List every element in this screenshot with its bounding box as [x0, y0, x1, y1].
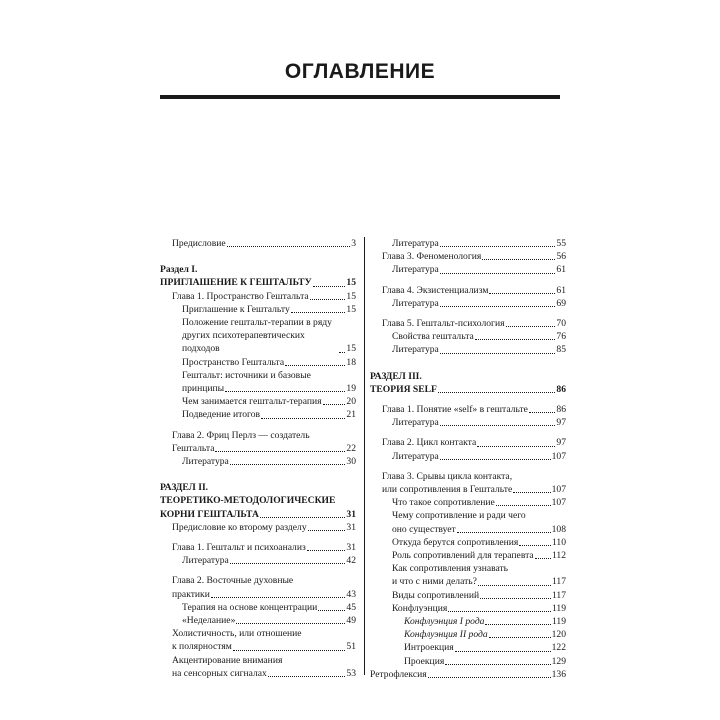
column-divider	[364, 237, 365, 675]
toc-entry: Литература 42	[182, 555, 356, 567]
toc-entry-line: Глава 2. Восточные духовные	[172, 575, 294, 587]
toc-entry: Литература 97	[392, 417, 566, 429]
section-label: Раздел I.	[160, 264, 198, 276]
toc-entry-line: Чему сопротивление и ради чего	[392, 510, 526, 522]
toc-entry: Пространство Гештальта 18	[182, 356, 356, 368]
toc-entry-line: Холистичность, или отношение	[172, 628, 302, 640]
toc-entry: Литература 55	[392, 238, 566, 249]
toc-entry-line: Глава 3. Срывы цикла контакта,	[382, 470, 513, 482]
toc-entry: принципы 19	[182, 383, 356, 395]
toc-entry: Глава 3. Феноменология 56	[382, 251, 566, 263]
toc-entry: Ретрофлексия 136	[370, 668, 566, 680]
section-title: ПРИГЛАШЕНИЕ К ГЕШТАЛЬТУ 15	[160, 277, 356, 289]
section-title: ТЕОРИЯ SELF 86	[370, 383, 566, 395]
toc-entry: Роль сопротивлений для терапевта 112	[392, 550, 566, 562]
toc-entry: Литература 69	[392, 297, 566, 309]
toc-column-left	[160, 237, 356, 680]
toc-entry-line: Как сопротивления узнавать	[392, 563, 509, 575]
toc-entry: Конфлуэнция 119	[392, 602, 566, 614]
section-title: КОРНИ ГЕШТАЛЬТА 31	[160, 508, 356, 520]
section-label: РАЗДЕЛ III.	[370, 370, 422, 382]
toc-entry-line: Гештальт: источники и базовые	[182, 369, 311, 381]
toc-entry: Откуда берутся сопротивления 110	[392, 536, 566, 548]
toc-entry: и что с ними делать? 117	[392, 576, 566, 588]
toc-entry: Глава 1. Пространство Гештальта 15	[172, 290, 356, 302]
toc-entry: Предисловие 3	[172, 238, 356, 249]
page-title: ОГЛАВЛЕНИЕ	[284, 60, 436, 83]
toc-entry: Терапия на основе концентрации 45	[182, 601, 356, 613]
toc-entry: Интроекция 122	[404, 642, 566, 654]
toc-entry: Глава 5. Гештальт-психология 70	[382, 318, 566, 330]
toc-entry: Глава 1. Понятие «self» в гештальте 86	[382, 404, 566, 416]
toc-entry: Предисловие ко второму разделу 31	[172, 521, 356, 533]
toc-entry: Чем занимается гештальт-терапия 20	[182, 396, 356, 408]
toc-entry: Литература 107	[392, 450, 566, 462]
section-title-line: ТЕОРЕТИКО-МЕТОДОЛОГИЧЕСКИЕ	[160, 495, 336, 507]
toc-entry-line: Акцентирование внимания	[172, 654, 283, 666]
toc-entry: Литература 61	[392, 264, 566, 276]
toc-entry: Что такое сопротивление 107	[392, 497, 566, 509]
toc-entry: Глава 4. Экзистенциализм 61	[382, 284, 566, 296]
toc-entry: Проекция 129	[404, 655, 566, 667]
toc-entry: практики 43	[172, 588, 356, 600]
toc-entry: к полярностям 51	[172, 641, 356, 653]
toc-entry: «Неделание» 49	[182, 615, 356, 627]
toc-entry-line: Положение гештальт-терапии в ряду	[182, 317, 332, 329]
toc-entry: Свойства гештальта 76	[392, 331, 566, 343]
toc-entry: Подведение итогов 21	[182, 409, 356, 421]
toc-entry: Приглашение к Гештальту 15	[182, 303, 356, 315]
toc-entry: Конфлуэнция I рода 119	[404, 616, 566, 628]
toc-entry: Глава 1. Гештальт и психоанализ 31	[172, 542, 356, 554]
toc-column-right	[370, 237, 566, 681]
toc-entry: Гештальта 22	[172, 442, 356, 454]
toc-entry: Глава 2. Цикл контакта 97	[382, 437, 566, 449]
toc-entry: на сенсорных сигналах 53	[172, 667, 356, 679]
toc-entry: Виды сопротивлений 117	[392, 589, 566, 601]
toc-entry: других психотерапевтических подходов 15	[182, 330, 356, 355]
toc-entry: Литература 85	[392, 344, 566, 356]
toc-entry: или сопротивления в Гештальте 107	[382, 484, 566, 496]
toc-entry: Конфлуэнция II рода 120	[404, 629, 566, 641]
section-label: РАЗДЕЛ II.	[160, 482, 209, 494]
title-rule	[160, 95, 560, 99]
toc-entry-line: Глава 2. Фриц Перлз — создатель	[172, 429, 310, 441]
toc-entry: оно существует 108	[392, 523, 566, 535]
toc-entry: Литература 30	[182, 456, 356, 468]
